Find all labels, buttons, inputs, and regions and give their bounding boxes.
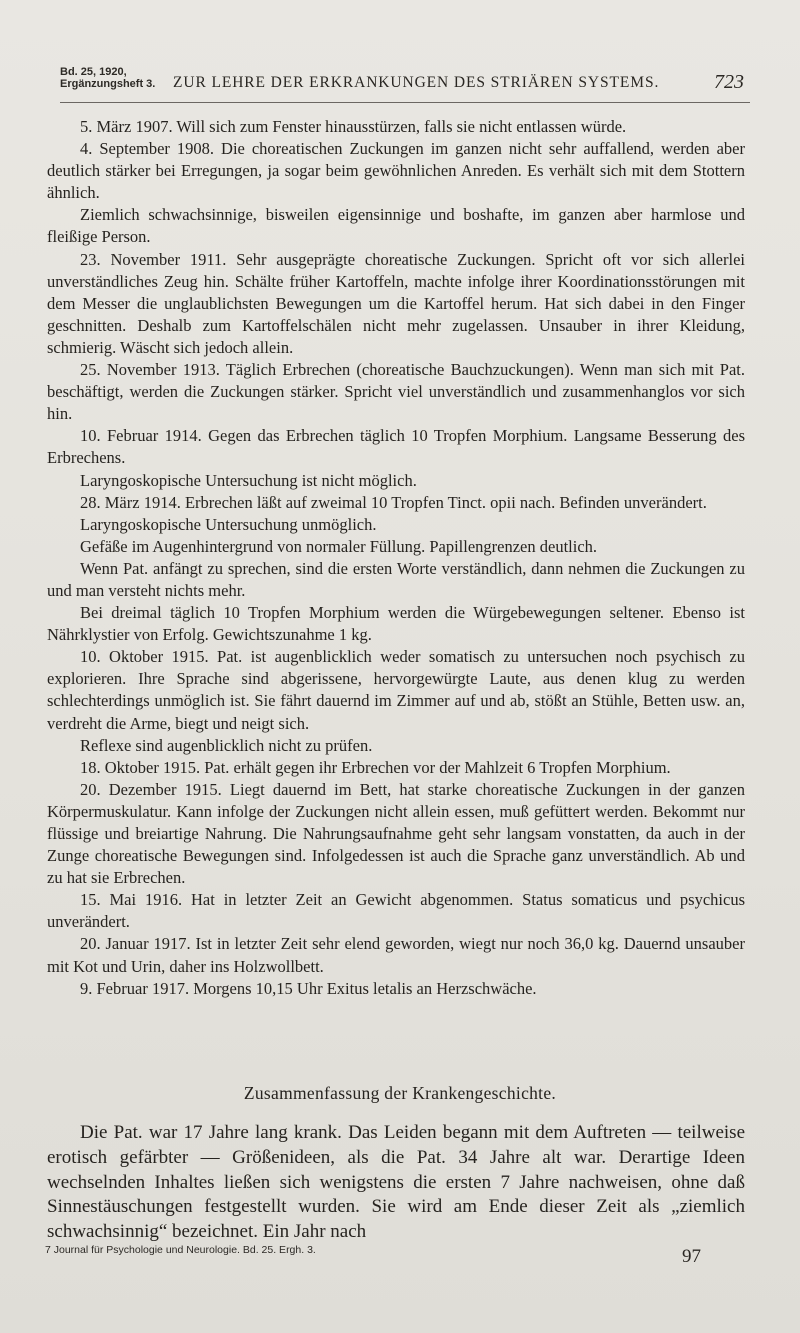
entry-paragraph: Laryngoskopische Untersuchung ist nicht möglich. — [80, 470, 417, 490]
entry-paragraph: 10. Februar 1914. Gegen das Erbrechen täglich 10 Tropfen Morphium. Langsame Besserung des Erbrechens. — [47, 426, 745, 468]
entry-paragraph: 15. Mai 1916. Hat in letzter Zeit an Gewicht abgenommen. Status somaticus und psychicus unverändert. — [47, 890, 745, 932]
entry-paragraph: 18. Oktober 1915. Pat. erhält gegen ihr Erbrechen vor der Mahlzeit 6 Tropfen Morphium. — [80, 757, 671, 777]
entry-paragraph: 4. September 1908. Die choreatischen Zuckungen im ganzen nicht sehr auffallend, werden aber deutlich stärker bei Erregungen, ja sogar beim gewöhnlichen Anreden. Es verhält sich mit dem Stottern ähnlich. — [47, 139, 745, 203]
entry-paragraph: Reflexe sind augenblicklich nicht zu prüfen. — [80, 735, 373, 755]
case-history-entries — [47, 116, 745, 1000]
volume-line-2: Ergänzungsheft 3. — [60, 78, 156, 90]
volume-info — [60, 66, 155, 90]
section-heading: Zusammenfassung der Krankengeschichte. — [243, 1083, 557, 1103]
entry-paragraph: Laryngoskopische Untersuchung unmöglich. — [80, 514, 377, 534]
entry-paragraph: 28. März 1914. Erbrechen läßt auf zweimal 10 Tropfen Tinct. opii nach. Befinden unverändert. — [80, 492, 707, 512]
entry-paragraph: 23. November 1911. Sehr ausgeprägte choreatische Zuckungen. Spricht oft vor sich allerlei unverständliches Zeug hin. Schälte früher Kartoffeln, machte infolge ihrer Koordinationsstörungen mit dem Messer die unglaublichsten Bewegungen um die Kartoffel herum. Hat sich dabei in den Finger geschnitten. Deshalb zum Kartoffelschälen nicht mehr zugelassen. Unsauber in ihrer Kleidung, schmierig. Wäscht sich jedoch allein. — [47, 249, 745, 357]
entry-paragraph: 10. Oktober 1915. Pat. ist augenblicklich weder somatisch zu untersuchen noch psychisch zu explorieren. Ihre Sprache sind abgerissene, hervorgewürgte Laute, aus denen klug zu werden schlechterdings unmöglich ist. Sie fährt dauernd im Zimmer auf und ab, stößt an Stühle, Betten usw. an, verdreht die Arme, biegt und neigt sich. — [47, 647, 745, 733]
signature-mark: 97 — [682, 1246, 701, 1267]
entry-paragraph: 25. November 1913. Täglich Erbrechen (choreatische Bauchzuckungen). Wenn man sich mit Pat. beschäftigt, werden die Zuckungen stärker. Spricht viel unverständlich und zusammenhanglos vor sich hin. — [47, 360, 745, 424]
page-header — [60, 66, 750, 103]
entry-paragraph: Wenn Pat. anfängt zu sprechen, sind die ersten Worte verständlich, dann nehmen die Zuckungen zu und man versteht nichts mehr. — [47, 558, 745, 600]
entry-paragraph: Gefäße im Augenhintergrund von normaler Füllung. Papillengrenzen deutlich. — [80, 536, 598, 556]
running-title: ZUR LEHRE DER ERKRANKUNGEN DES STRIÄREN SYSTEMS. — [173, 74, 660, 91]
entry-paragraph: Ziemlich schwachsinnige, bisweilen eigensinnige und boshafte, im ganzen aber harmlose und fleißige Person. — [47, 205, 745, 247]
entry-paragraph: 5. März 1907. Will sich zum Fenster hinausstürzen, falls sie nicht entlassen würde. — [80, 117, 627, 136]
journal-footnote: 7 Journal für Psychologie und Neurologie. Bd. 25. Ergh. 3. — [45, 1244, 316, 1256]
entry-paragraph: Bei dreimal täglich 10 Tropfen Morphium werden die Würgebewegungen seltener. Ebenso ist Nährklystier von Erfolg. Gewichtszunahme 1 kg. — [47, 603, 745, 645]
volume-line-1: Bd. 25, 1920, — [60, 66, 127, 78]
entry-paragraph: 9. Februar 1917. Morgens 10,15 Uhr Exitus letalis an Herzschwäche. — [80, 978, 537, 998]
summary-paragraph: Die Pat. war 17 Jahre lang krank. Das Leiden begann mit dem Auftreten — teilweise erotisch gefärbter — Größenideen, als die Pat. 34 Jahre alt war. Derartige Ideen wechselnden Inhaltes ließen sich wenigstens die ersten 7 Jahre nachweisen, ohne daß Sinnestäuschungen festgestellt wurden. Sie wird am Ende dieser Zeit als „ziemlich schwachsinnig“ bezeichnet. Ein Jahr nach — [47, 1122, 745, 1243]
summary-text — [47, 1121, 745, 1245]
page-number: 723 — [714, 71, 744, 93]
entry-paragraph: 20. Dezember 1915. Liegt dauernd im Bett, hat starke choreatische Zuckungen in der ganzen Körpermuskulatur. Kann infolge der Zuckungen nicht allein essen, muß gefüttert werden. Bekommt nur flüssige und breiartige Nahrung. Die Nahrungsaufnahme geht sehr langsam vonstatten, da auch in der Zunge choreatische Bewegungen sind. Infolgedessen ist auch die Sprache ganz unverständlich. Ab und zu hat sie Erbrechen. — [47, 779, 745, 888]
entry-paragraph: 20. Januar 1917. Ist in letzter Zeit sehr elend geworden, wiegt nur noch 36,0 kg. Dauernd unsauber mit Kot und Urin, daher ins Holzwollbett. — [47, 934, 745, 976]
